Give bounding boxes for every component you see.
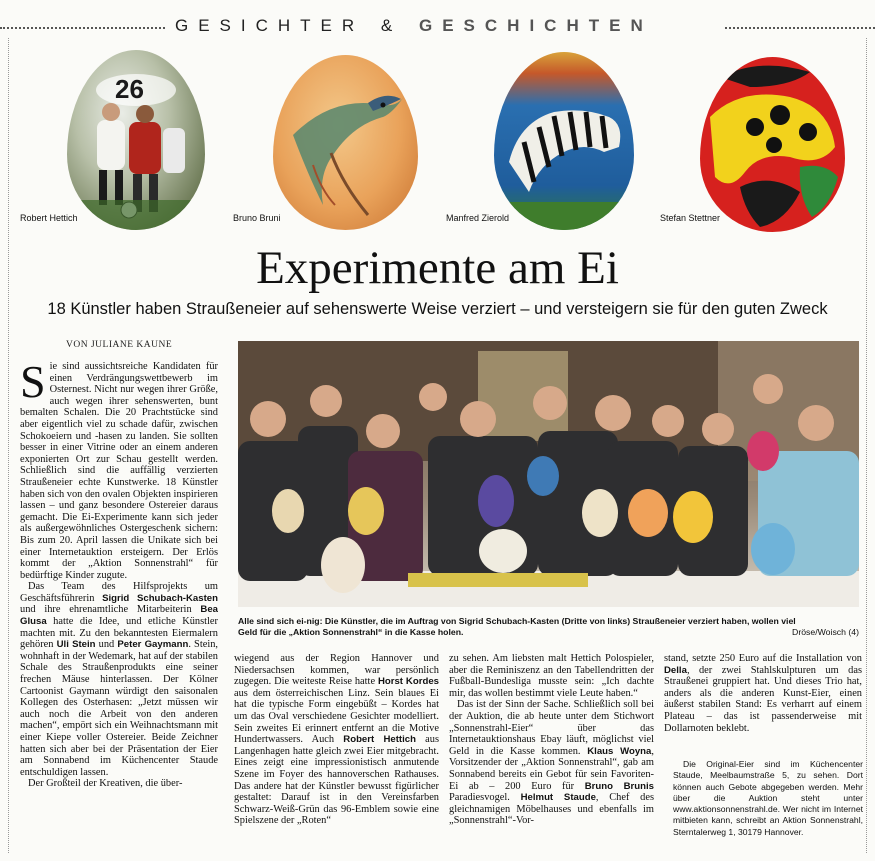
column-2-text-a: wiegend aus der Region Hannover und Niedersachsen kommen, war persönlich zugegen. Die weiteste Reise hatte xyxy=(234,653,439,688)
column-3-paragraph-2 xyxy=(449,699,654,827)
bird-drawing xyxy=(273,55,418,230)
abstract-pattern-drawing xyxy=(700,57,845,232)
name-peter-gaymann: Peter Gaymann xyxy=(117,639,189,651)
section-title-left: GESICHTER xyxy=(175,16,365,35)
name-horst-kordes: Horst Kordes xyxy=(377,676,439,688)
name-helmut-staude: Helmut Staude xyxy=(520,792,596,804)
group-photo xyxy=(238,341,859,607)
paragraph-2-text-e: . Stein, wohnhaft in der Wedemark, hat auf der stabilen Schale des Straußenprodukts eine seiner frechen Mäuse hinterlassen. Der Kölner Cartoonist Gaymann würdigt den saisonalen Kollegen des Osterhasen: „Jetzt müssen wir auch noch die Arbeit von den anderen machen“, empört sich ein Weihnachtsmann mit einer Kiepe voller Ostereier. Beide Zeichner hatten sich aber bei der Präsentation der Eier am Sonnabend im Küchencenter Staude entschuldigen lassen. xyxy=(20,639,218,778)
paragraph-2-text-c: hatte die Idee, und etliche Künstler machten mit. Zu den bekanntesten Eiermalern gehören xyxy=(20,616,218,651)
section-title xyxy=(175,16,720,36)
header-rule-right xyxy=(725,27,875,29)
photo-caption xyxy=(238,616,798,638)
right-column-rule xyxy=(866,38,867,853)
egg-football-image xyxy=(67,50,205,230)
drop-cap: S xyxy=(20,361,46,407)
name-della: Della xyxy=(664,664,687,676)
column-4-paragraph xyxy=(664,653,862,734)
text-column-2 xyxy=(234,653,439,858)
name-bea-glusa: Bea Glusa xyxy=(20,604,218,628)
article-subhead: 18 Künstler haben Straußeneier auf sehenswerte Weise verziert – und versteigern sie für den guten Zweck xyxy=(47,300,828,318)
photo-credit: Dröse/Woisch (4) xyxy=(792,627,859,637)
photo-caption-text: Alle sind sich ei-nig: Die Künstler, die im Auftrag von Sigrid Schubach-Kasten (Dritte von links) Straußeneier verziert haben, wollen viel Geld für die „Aktion Sonnenstrahl“ in die Kasse holen. xyxy=(238,616,796,637)
header-rule-left xyxy=(0,27,165,29)
text-column-3 xyxy=(449,653,654,858)
column-3-text-c: Paradiesvogel. xyxy=(449,792,521,804)
group-photo-illustration xyxy=(238,341,859,607)
section-title-right: GESCHICHTEN xyxy=(419,16,653,35)
paragraph-2 xyxy=(20,581,218,778)
artist-label-4: Stefan Stettner xyxy=(660,213,721,223)
paragraph-1: ie sind aussichtsreiche Kandidaten für einen Verdrängungswettbewerb im Osternest. Nicht nur wegen ihrer Größe, auch wegen ihrer sehenswerten, bunt bemalten Schalen. Die 20 Prachtstücke sind aber eigentlich viel zu schade dafür, zwischen Schokoeiern und -hasen zu landen. Sie sollten besser in einer Vitrine oder an einem anderen exponierten Ort zur Schau gestellt werden. Schließlich sind die auffällig verzierten Straußeneier echte Kunstwerke. 18 Künstler haben sich von den ovalen Objekten inspirieren lassen – und ganz besondere Ostereier daraus gemacht. Die Ei-Experimente kann sich jeder als außergewöhnliches Ostergeschenk sichern: Bis zum 20. April lassen die Unikate sich bei einer Internetauktion ersteigern. Der Erlös kommt der „Aktion Sonnenstrahl“ für bedürftige Kinder zugute. xyxy=(20,361,218,581)
column-4-text-b: , der zwei Stahlskulpturen um das Straußenei gruppiert hat. Und dieses Trio hat, anders als die anderen Kunst-Eier, einen äußerst stabilen Stand: Es verharrt auf einem Plateau – das ist passenderweise mit Dollarnoten beklebt. xyxy=(664,664,862,734)
name-klaus-woyna: Klaus Woyna xyxy=(587,745,652,757)
zebra-drawing xyxy=(494,52,634,230)
egg-number-26: 26 xyxy=(115,74,144,104)
column-4-text-a: stand, setzte 250 Euro auf die Installation von xyxy=(664,653,862,664)
section-title-amp: & xyxy=(380,16,403,35)
egg-abstract-image xyxy=(700,57,845,232)
name-bruno-brunis: Bruno Brunis xyxy=(584,780,654,792)
column-3-text-a: Das ist der Sinn der Sache. Schließlich soll bei der Auktion, die ab heute unter dem Stichwort „Sonnenstrahl-Eier“ über das Internetauktionshaus Ebay läuft, möglichst viel Geld in die Kasse kommen. xyxy=(449,699,654,757)
left-column-rule xyxy=(8,38,9,853)
artist-label-1: Robert Hettich xyxy=(20,213,78,223)
info-box-text: Die Original-Eier sind im Küchencenter Staude, Meelbaumstraße 5, zu sehen. Dort können auch Gebote abgegeben werden. Mehr über die Auktion steht unter www.aktionsonnenstrahl.de. Wer nicht im Internet mitbieten kann, schreibt an Aktion Sonnenstrahl, Sterntalerweg 1, 30179 Hannover. xyxy=(673,759,863,837)
column-3-paragraph-1: zu sehen. Am liebsten malt Hettich Polospieler, aber die Reminiszenz an den Tabellendritten der Fußball-Bundesliga musste sein: „Ich dachte mir, das wollen bestimmt viele Leute haben.“ xyxy=(449,653,654,699)
name-robert-hettich: Robert Hettich xyxy=(343,734,416,746)
info-box xyxy=(673,759,863,838)
column-2-text-c: aus Langenhagen hatte gleich zwei Eier mitgebracht. Eines zeigt eine impressionistisch anmutende Szene im Foyer des hannoverschen Rathauses. Das andere hat der Künstler bewusst figürlicher gestaltet: Darauf ist in den Vereinsfarben Schwarz-Weiß-Grün das 96-Emblem sowie eine Spielszene der „Roten“ xyxy=(234,734,439,827)
paragraph-2-text-b: und ihre ehrenamtliche Mitarbeiterin xyxy=(20,604,201,616)
name-schubach-kasten: Sigrid Schubach-Kasten xyxy=(102,592,218,604)
paragraph-3: Der Großteil der Kreativen, die über- xyxy=(28,778,183,790)
paragraph-2-text-a: Das Team des Hilfsprojekts um Geschäftsführerin xyxy=(20,581,218,604)
text-column-1 xyxy=(20,361,218,856)
egg-zebra-image xyxy=(494,52,634,230)
football-scene-drawing xyxy=(67,50,205,230)
column-2-paragraph xyxy=(234,653,439,827)
article-headline: Experimente am Ei xyxy=(256,242,619,294)
paragraph-2-text-d: und xyxy=(95,639,118,651)
text-column-4 xyxy=(664,653,862,748)
column-2-text-b: aus dem österreichischen Linz. Sein blaues Ei hat die typische Form eingebüßt – Kordes hat um das Oval verschiedene Gesichter modelliert. Sein zweites Ei erinnert entfernt an die Motive Hundertwassers. Auch xyxy=(234,687,439,746)
artist-label-3: Manfred Zierold xyxy=(446,213,510,223)
egg-bird-image xyxy=(273,55,418,230)
article-byline: VON JULIANE KAUNE xyxy=(66,340,173,350)
column-3-text-d: , Chef des gleichnamigen Möbelhauses und ebenfalls im „Sonnenstrahl“-Vor- xyxy=(449,792,654,827)
artist-label-2: Bruno Bruni xyxy=(233,213,281,223)
column-3-text-b: , Vorsitzender der „Aktion Sonnenstrahl“, gab am Sonnabend bereits ein Gebot für sein Favoriten-Ei ab – 200 Euro für xyxy=(449,745,654,792)
name-uli-stein: Uli Stein xyxy=(56,639,96,651)
